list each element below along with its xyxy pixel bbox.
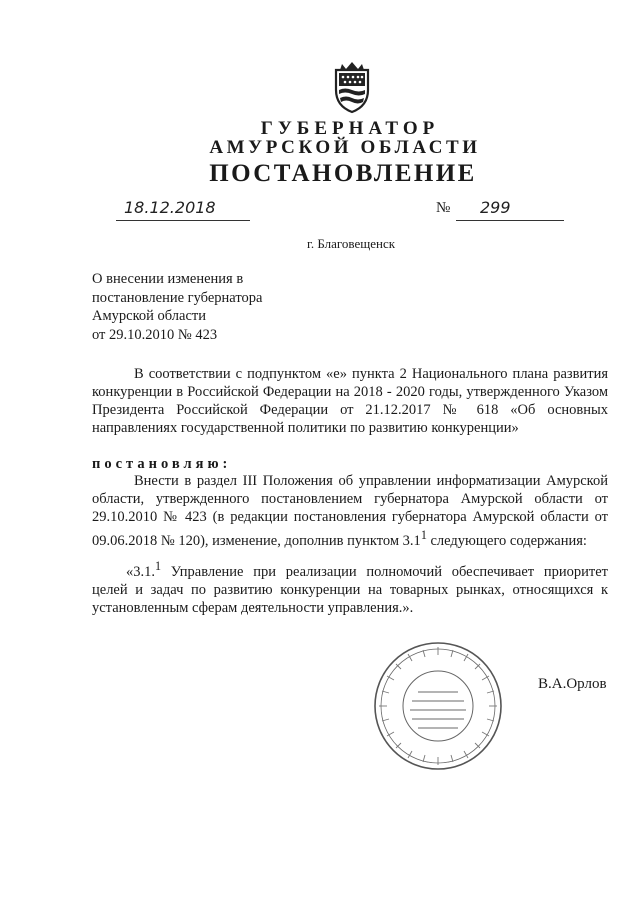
quote-superscript: 1 <box>155 559 162 573</box>
subject-line: от 29.10.2010 № 423 <box>92 326 218 343</box>
city-name: г. Благовещенск <box>306 236 396 251</box>
coat-of-arms-emblem <box>328 60 376 114</box>
decree-word: постановляю: <box>92 456 232 472</box>
quote-text-start: «3.1. <box>126 563 155 580</box>
date-field <box>116 198 250 221</box>
signer-name: В.А.Орлов <box>538 676 607 692</box>
number-label: № <box>436 200 451 216</box>
handwritten-number: 299 <box>480 198 511 217</box>
number-field <box>456 198 564 221</box>
preamble-paragraph: В соответствии с подпунктом «е» пункта 2 Национального плана развития конкуренции в Российской Федерации на 2018 - 2020 годы, утвержденного Указом Президента Российской Федерации от 21.12.2017 № 618 «Об основных направлениях государственной политики по развитию конкуренции» <box>92 366 608 436</box>
clause-paragraph <box>92 472 608 550</box>
subject-block <box>92 270 352 344</box>
subject-line: постановление губернатора <box>92 289 263 306</box>
subject-line: Амурской области <box>92 308 206 324</box>
header-title-line2: АМУРСКОЙ ОБЛАСТИ <box>209 137 481 158</box>
quote-text: Управление при реализации полномочий обеспечивает приоритет целей и задач по развитию конкуренции на товарных рынках, относящихся к установленным сферам деятельности управления.». <box>92 563 608 616</box>
document-type-title: ПОСТАНОВЛЕНИЕ <box>209 160 477 187</box>
handwritten-date: 18.12.2018 <box>124 198 216 217</box>
clause-text-end: следующего содержания: <box>426 532 587 549</box>
quote-paragraph <box>92 557 608 617</box>
clause-text: Внести в раздел III Положения об управлении информатизации Амурской области, утвержденного постановлением губернатора Амурской области от 29.10.2010 № 423 (в редакции постановления губернатора Амурской области от 09.06.2018 № 120), изменение, дополнив пунктом 3.1 <box>92 473 608 549</box>
official-stamp-seal <box>372 640 504 772</box>
clause-superscript: 1 <box>420 528 427 542</box>
subject-line: О внесении изменения в <box>92 271 244 287</box>
header-title-line1: ГУБЕРНАТОР <box>260 118 440 139</box>
